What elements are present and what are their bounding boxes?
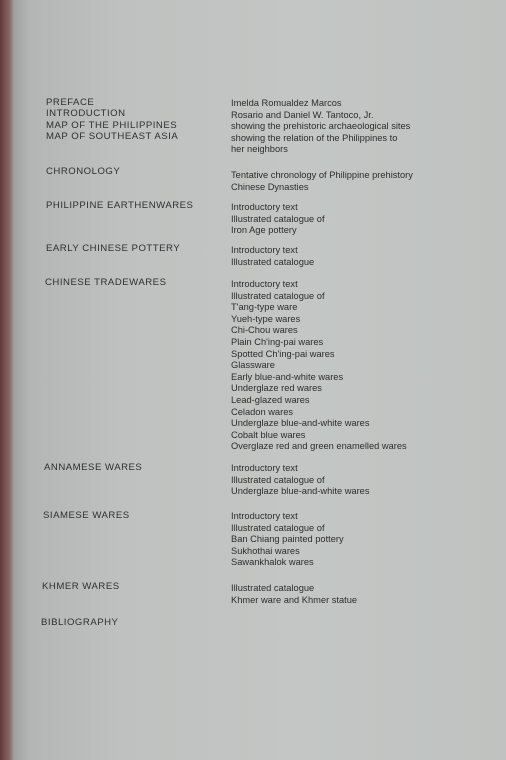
entry-line: Yueh-type wares bbox=[231, 313, 301, 324]
section-heading: KHMER WARES bbox=[42, 581, 120, 592]
section-heading: EARLY CHINESE POTTERY bbox=[46, 243, 181, 254]
entry-line: Iron Age pottery bbox=[231, 225, 297, 236]
entry-line: her neighbors bbox=[231, 144, 288, 155]
front-matter-lines bbox=[231, 98, 410, 156]
section-lines bbox=[231, 170, 413, 193]
entry-line: Chi-Chou wares bbox=[231, 325, 298, 336]
entry-line: Spotted Ch'ing-pai wares bbox=[231, 348, 335, 359]
entry-line: showing the prehistoric archaeological sites bbox=[231, 121, 411, 132]
entry-line: Illustrated catalogue bbox=[231, 583, 315, 593]
entry-line: Underglaze blue-and-white wares bbox=[231, 486, 370, 497]
entry-line: Introductory text bbox=[231, 511, 298, 521]
heading-introduction: INTRODUCTION bbox=[46, 108, 126, 119]
entry-line: Illustrated catalogue of bbox=[231, 213, 325, 224]
entry-line: Ban Chiang painted pottery bbox=[231, 534, 344, 545]
entry-line: Underglaze blue-and-white wares bbox=[231, 418, 370, 429]
section-lines bbox=[231, 245, 314, 268]
entry-line: Introductory text bbox=[231, 463, 298, 473]
section-lines bbox=[231, 463, 370, 498]
entry-line: T'ang-type ware bbox=[231, 302, 298, 313]
section-heading: ANNAMESE WARES bbox=[44, 462, 143, 473]
entry-line: Illustrated catalogue bbox=[231, 256, 315, 267]
entry-line: Early blue-and-white wares bbox=[231, 371, 344, 382]
section-lines bbox=[231, 202, 325, 237]
heading-map-philippines: MAP OF THE PHILIPPINES bbox=[46, 120, 178, 131]
entry-line: Imelda Romualdez Marcos bbox=[231, 98, 342, 108]
entry-line: Plain Ch'ing-pai wares bbox=[231, 336, 324, 347]
section-heading: CHINESE TRADEWARES bbox=[45, 277, 167, 288]
entry-line: Glassware bbox=[231, 360, 275, 371]
section-lines bbox=[231, 583, 357, 606]
entry-line: Cobalt blue wares bbox=[231, 429, 306, 440]
entry-line: Sukhothai wares bbox=[231, 545, 300, 556]
entry-line: Khmer ware and Khmer statue bbox=[231, 594, 358, 605]
book-spine-shadow bbox=[0, 0, 14, 760]
entry-line: Underglaze red wares bbox=[231, 383, 322, 394]
section-heading: CHRONOLOGY bbox=[46, 166, 121, 177]
entry-line: Introductory text bbox=[231, 202, 298, 212]
heading-map-southeast-asia: MAP OF SOUTHEAST ASIA bbox=[46, 131, 179, 142]
section-heading: SIAMESE WARES bbox=[43, 510, 130, 521]
entry-line: Chinese Dynasties bbox=[231, 181, 309, 192]
entry-line: Celadon wares bbox=[231, 406, 294, 417]
entry-line: Illustrated catalogue of bbox=[231, 290, 325, 301]
heading-bibliography: BIBLIOGRAPHY bbox=[41, 617, 119, 628]
entry-line: Lead-glazed wares bbox=[231, 394, 310, 405]
entry-line: showing the relation of the Philippines to bbox=[231, 132, 398, 143]
section-heading: PHILIPPINE EARTHENWARES bbox=[46, 200, 194, 211]
section-lines bbox=[231, 279, 407, 453]
entry-line: Introductory text bbox=[231, 245, 298, 255]
entry-line: Illustrated catalogue of bbox=[231, 474, 325, 485]
entry-line: Rosario and Daniel W. Tantoco, Jr. bbox=[231, 109, 374, 120]
heading-preface: PREFACE bbox=[46, 97, 95, 108]
entry-line: Introductory text bbox=[231, 279, 298, 289]
entry-line: Sawankhalok wares bbox=[231, 557, 314, 568]
entry-line: Illustrated catalogue of bbox=[231, 522, 325, 533]
section-lines bbox=[231, 511, 344, 569]
entry-line: Overglaze red and green enamelled wares bbox=[231, 441, 407, 452]
entry-line: Tentative chronology of Philippine prehistory bbox=[231, 170, 413, 180]
